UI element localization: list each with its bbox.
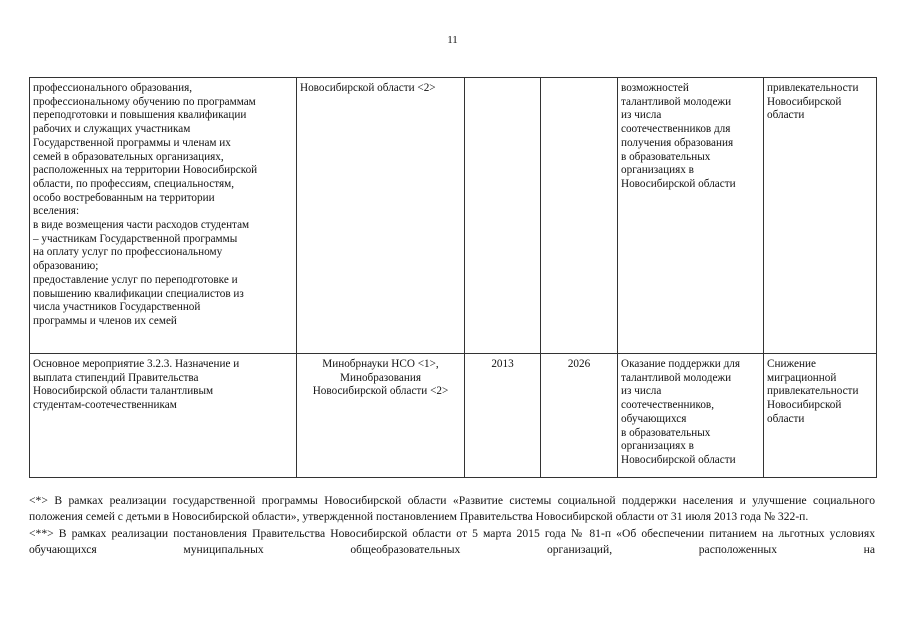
footnote-1: <*> В рамках реализации государственной программы Новосибирской области «Развитие системы социальной поддержки населения и улучшение социального положения семей с детьми в Новосибирской области», утвержденной постановлением Правительства Новосибирской области от 31 июля 2013 года № 322-п. [29,494,875,524]
start-year-cell [465,78,541,354]
end-year-cell: 2026 [541,354,618,478]
footnotes [29,493,875,559]
executor-cell: Новосибирской области <2> [297,78,465,354]
consequence-cell: Снижение миграционной привлекательности Новосибирской области [764,354,877,478]
measure-cell: Основное мероприятие 3.2.3. Назначение и выплата стипендий Правительства Новосибирской области талантливым студентам-соотечественникам [30,354,297,478]
page-number: 11 [447,34,458,46]
result-cell: возможностей талантливой молодежи из числа соотечественников для получения образования в образовательных организациях в Новосибирской области [618,78,764,354]
program-measures-table [29,77,877,478]
table-row [30,354,877,478]
consequence-cell: привлекательности Новосибирской области [764,78,877,354]
table-row [30,78,877,354]
footnote-2: <**> В рамках реализации постановления Правительства Новосибирской области от 5 марта 2015 года № 81-п «Об обеспечении питанием на льготных условиях обучающихся муниципальных общеобразовательных организаций, расположенных на [29,526,875,557]
start-year-cell: 2013 [465,354,541,478]
end-year-cell [541,78,618,354]
measure-cell: профессионального образования, профессиональному обучению по программам переподготовки и повышения квалификации рабочих и служащих участникам Государственной программы и членам их семей в образовательных организациях, расположенных на территории Новосибирской области, по профессиям, специальностям, особо востребованным на территории вселения: в виде возмещения части расходов студентам – участникам Государственной программы на оплату услуг по профессиональному образованию; предоставление услуг по переподготовке и повышению квалификации специалистов из числа участников Государственной программы и членов их семей [30,78,297,354]
executor-cell: Минобрнауки НСО <1>, Минобразования Новосибирской области <2> [297,354,465,478]
result-cell: Оказание поддержки для талантливой молодежи из числа соотечественников, обучающихся в образовательных организациях в Новосибирской области [618,354,764,478]
